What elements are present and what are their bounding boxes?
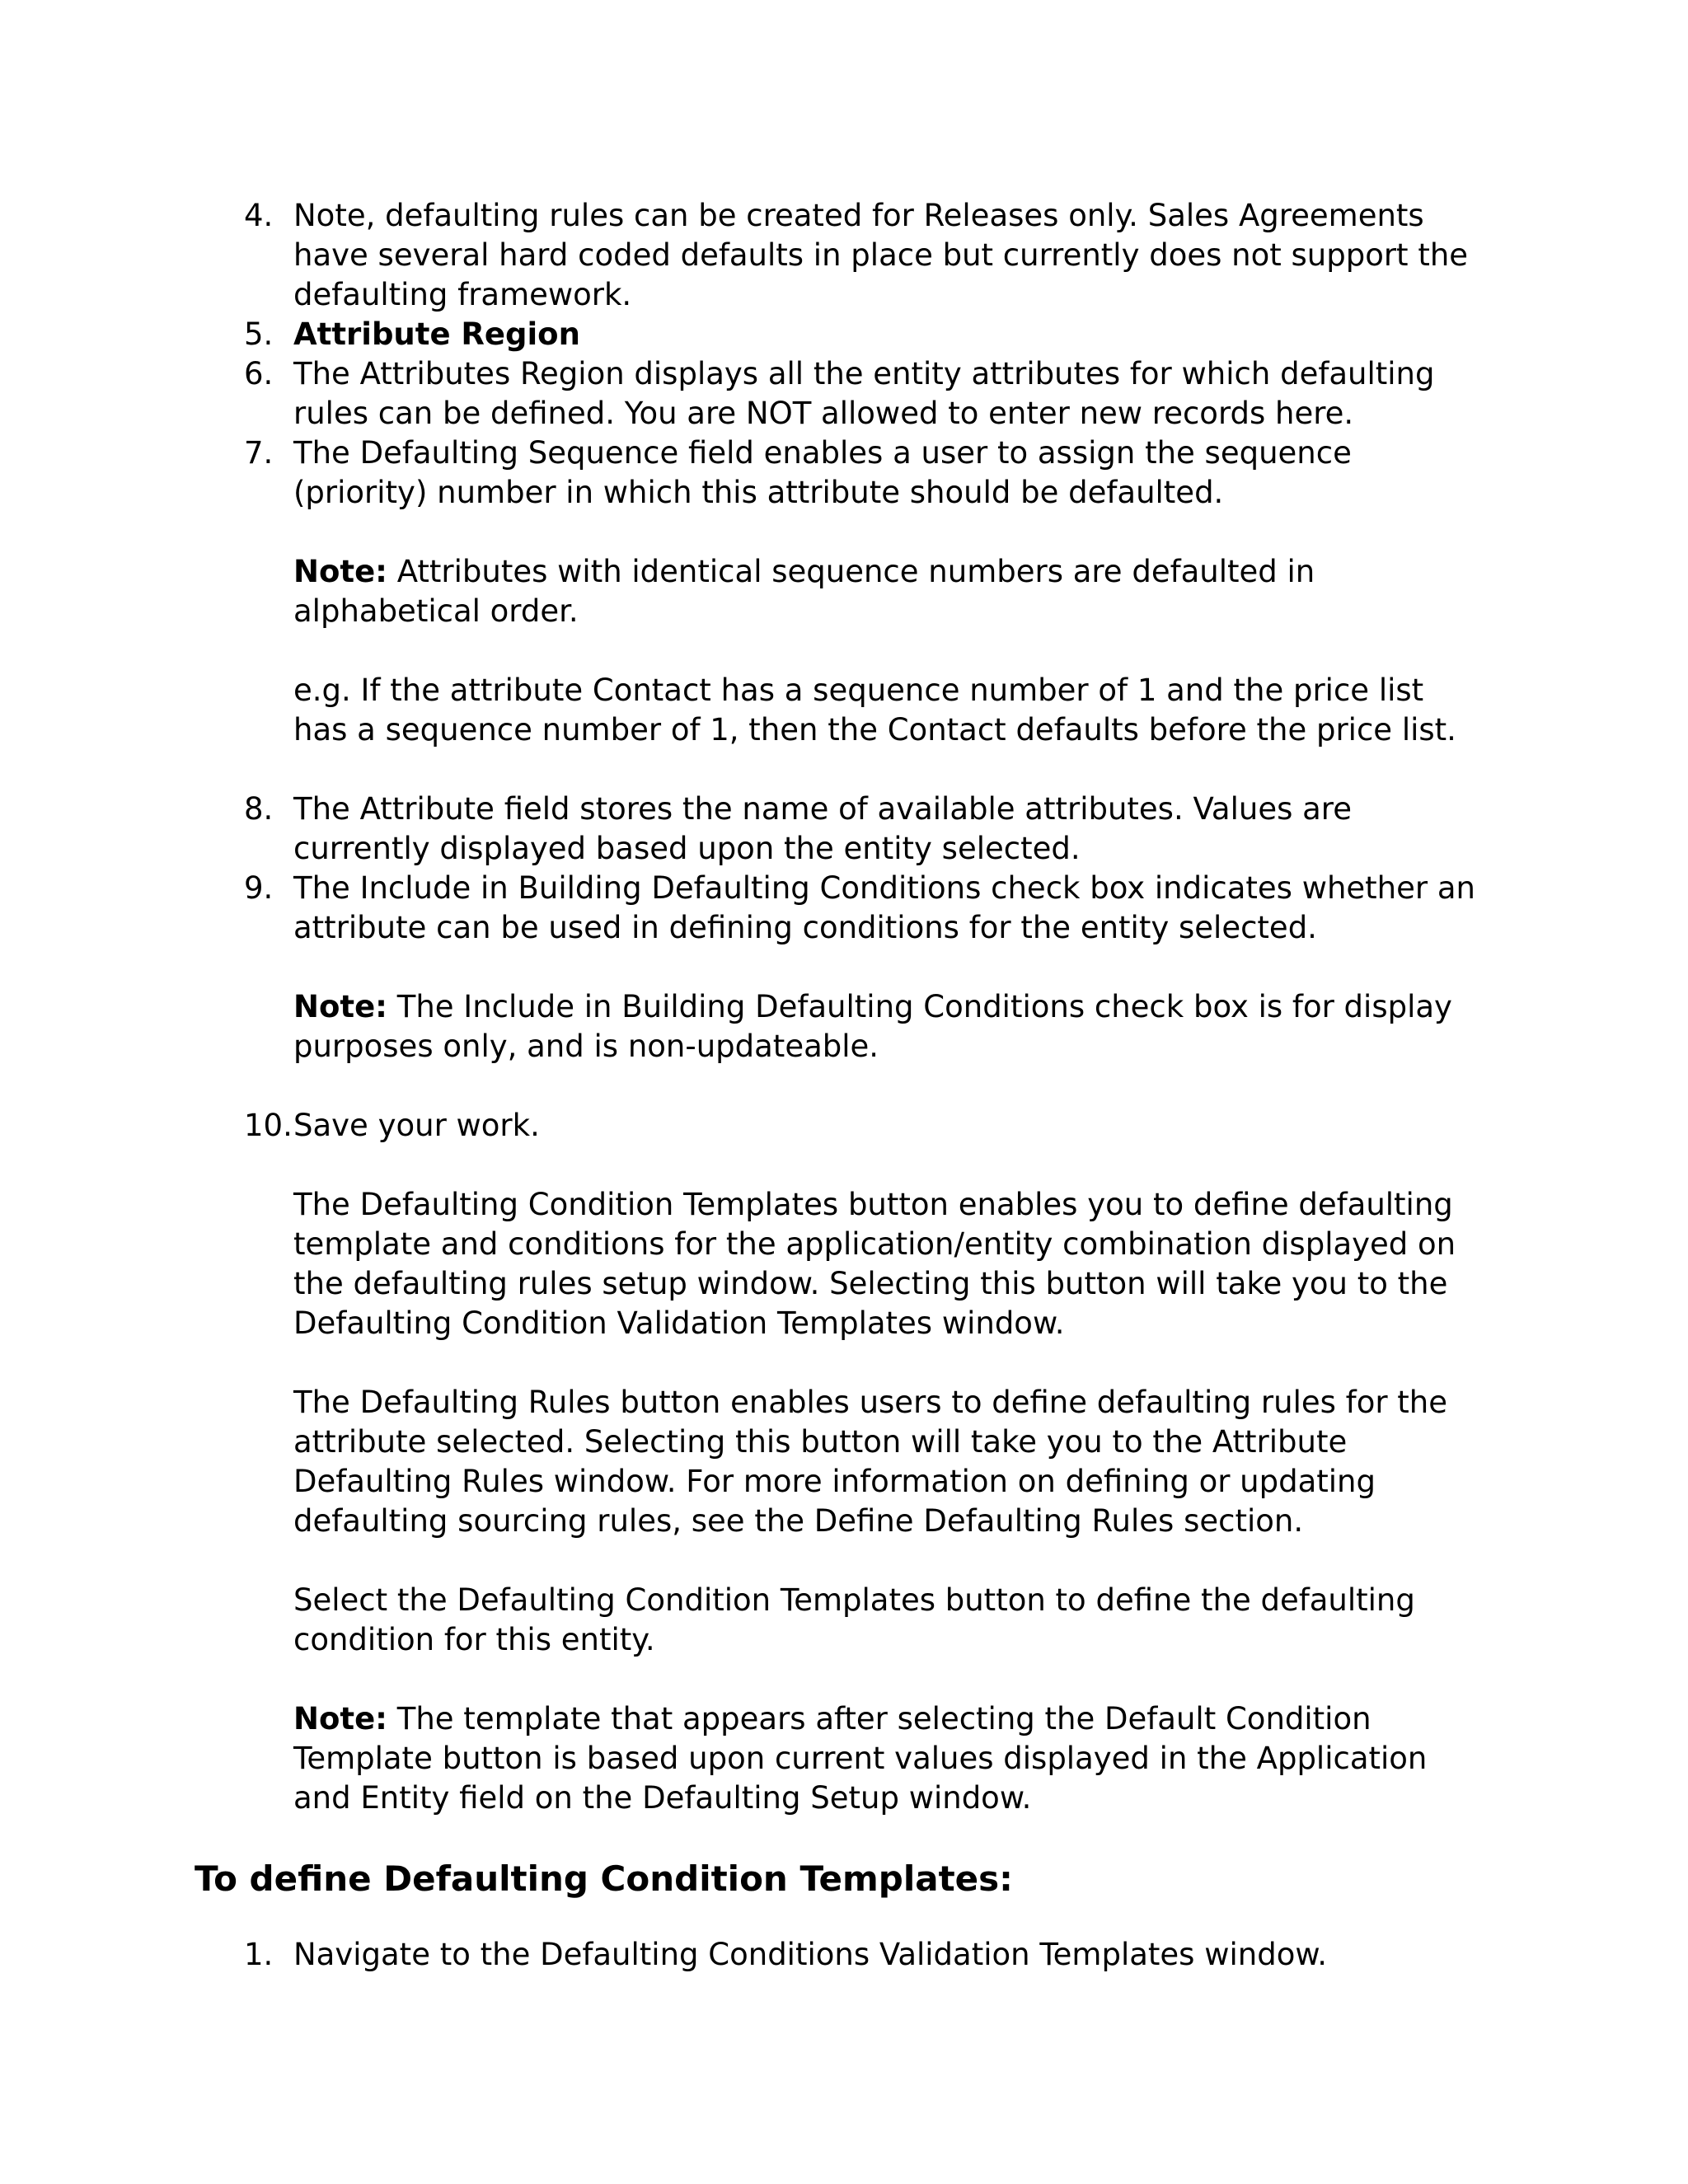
section-subheading: Attribute Region: [293, 316, 580, 352]
list-number: 8.: [244, 791, 274, 827]
list-number: 7.: [244, 435, 274, 471]
note-label: Note:: [293, 989, 387, 1024]
body-paragraph: [195, 1185, 1480, 1343]
list-number: 10.: [244, 1108, 293, 1143]
list-item: [195, 1106, 1480, 1146]
paragraph-text: The Defaulting Condition Templates button enables you to define defaulting template and conditions for the application/entity combination displayed on the defaulting rules setup window. Selecting this button will take you to the Defaulting Condition Validation Templates window.: [293, 1187, 1456, 1341]
list-number: 9.: [244, 870, 274, 906]
spacer: [195, 1066, 1480, 1106]
paragraph-text: Select the Defaulting Condition Templates button to define the defaulting condition for this entity.: [293, 1582, 1415, 1657]
note-label: Note:: [293, 554, 387, 589]
note-paragraph: [195, 1699, 1480, 1818]
list-text: Save your work.: [293, 1108, 540, 1143]
list-number: 1.: [244, 1937, 274, 1972]
list-item: [195, 1935, 1480, 1975]
list-text: The Defaulting Sequence field enables a user to assign the sequence (priority) number in which this attribute should be defaulted.: [293, 435, 1352, 510]
list-item: [195, 434, 1480, 513]
list-text: Navigate to the Defaulting Conditions Validation Templates window.: [293, 1937, 1327, 1972]
note-text: Attributes with identical sequence numbers are defaulted in alphabetical order.: [293, 554, 1315, 629]
list-item: [195, 196, 1480, 315]
list-item: [195, 354, 1480, 434]
note-paragraph: [195, 987, 1480, 1066]
list-number: 4.: [244, 198, 274, 233]
example-text: e.g. If the attribute Contact has a sequence number of 1 and the price list has a sequence number of 1, then the Contact defaults before the price list.: [293, 673, 1456, 748]
list-number: 6.: [244, 356, 274, 391]
list-text: Note, defaulting rules can be created for Releases only. Sales Agreements have several hard coded defaults in place but currently does not support the defaulting framework.: [293, 198, 1469, 312]
note-text: The Include in Building Defaulting Conditions check box is for display purposes only, and is non-updateable.: [293, 989, 1452, 1064]
list-text: The Include in Building Defaulting Conditions check box indicates whether an attribute can be used in defining conditions for the entity selected.: [293, 870, 1475, 945]
note-paragraph: [195, 552, 1480, 631]
list-text: The Attribute field stores the name of available attributes. Values are currently displayed based upon the entity selected.: [293, 791, 1352, 866]
body-paragraph: [195, 1581, 1480, 1660]
list-item: [195, 869, 1480, 948]
note-label: Note:: [293, 1701, 387, 1736]
list-item: [195, 315, 1480, 354]
body-paragraph: [195, 1383, 1480, 1541]
example-paragraph: [195, 671, 1480, 750]
list-item: [195, 790, 1480, 869]
list-number: 5.: [244, 316, 274, 352]
list-text: The Attributes Region displays all the entity attributes for which defaulting rules can be defined. You are NOT allowed to enter new records here.: [293, 356, 1435, 431]
paragraph-text: The Defaulting Rules button enables users to define defaulting rules for the attribute selected. Selecting this button will take you to the Attribute Defaulting Rules window. For more information on defining or updating defaulting sourcing rules, see the Define Defaulting Rules section.: [293, 1385, 1448, 1539]
section-heading: To define Defaulting Condition Templates:: [195, 1858, 1013, 1899]
document-body: [195, 196, 1480, 1975]
note-text: The template that appears after selecting the Default Condition Template button is based upon current values displayed in the Application and Entity field on the Defaulting Setup window.: [293, 1701, 1428, 1816]
spacer: [195, 750, 1480, 790]
